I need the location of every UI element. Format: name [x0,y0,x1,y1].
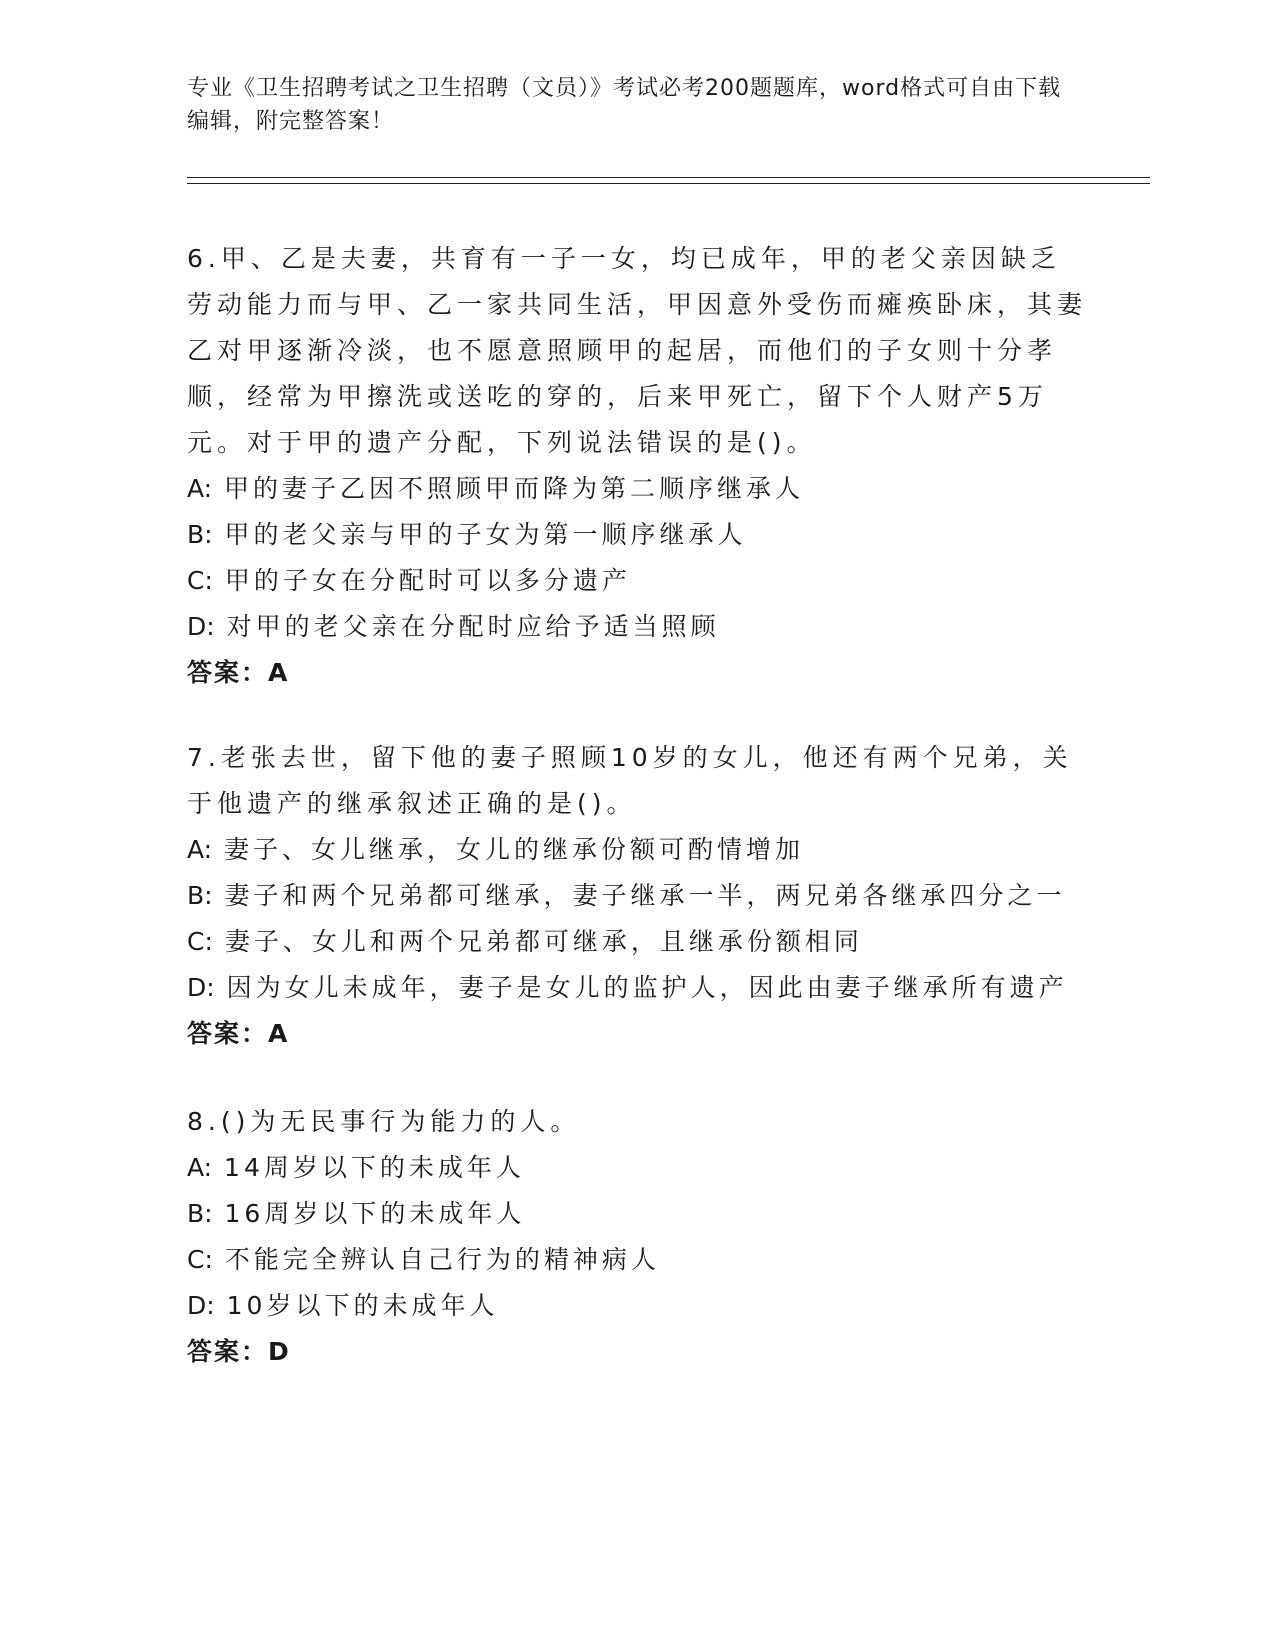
option-a [187,1145,1087,1191]
option-a [187,827,1087,873]
answer-line: 答案：D [187,1337,291,1366]
option-a [187,466,1087,512]
question-stem: 7.老张去世，留下他的妻子照顾10岁的女儿，他还有两个兄弟，关于他遗产的继承叙述正确的是()。 [187,743,1073,818]
option-text: 16周岁以下的未成年人 [224,1199,526,1228]
option-letter: D: [187,612,215,641]
question-8 [187,1099,1087,1375]
option-letter: A: [187,835,213,864]
option-c [187,1237,1087,1283]
option-text: 妻子、女儿和两个兄弟都可继承，且继承份额相同 [224,927,863,956]
option-text: 因为女儿未成年，妻子是女儿的监护人，因此由妻子继承所有遗产 [226,973,1068,1002]
option-letter: B: [187,881,213,910]
option-text: 对甲的老父亲在分配时应给予适当照顾 [226,612,720,641]
question-7 [187,735,1087,1057]
option-c [187,558,1087,604]
option-letter: A: [187,474,213,503]
option-letter: D: [187,1291,215,1320]
option-text: 甲的老父亲与甲的子女为第一顺序继承人 [224,520,747,549]
option-text: 10岁以下的未成年人 [226,1291,499,1320]
answer-line: 答案：A [187,658,290,687]
option-letter: C: [187,1245,213,1274]
option-d [187,604,1087,650]
option-text: 甲的子女在分配时可以多分遗产 [224,566,631,595]
header-rule-bottom [187,183,1150,184]
option-text: 妻子、女儿继承，女儿的继承份额可酌情增加 [224,835,805,864]
option-text: 不能完全辨认自己行为的精神病人 [224,1245,660,1274]
question-stem: 8.()为无民事行为能力的人。 [187,1107,581,1136]
option-c [187,919,1087,965]
answer-line: 答案：A [187,1019,290,1048]
header-rule-top [187,177,1150,178]
option-letter: C: [187,927,213,956]
option-letter: B: [187,1199,213,1228]
option-letter: B: [187,520,213,549]
question-6 [187,236,1087,696]
document-header: 专业《卫生招聘考试之卫生招聘（文员）》考试必考200题题库，word格式可自由下载编辑，附完整答案！ [187,76,1062,134]
option-text: 妻子和两个兄弟都可继承，妻子继承一半，两兄弟各继承四分之一 [224,881,1066,910]
option-text: 甲的妻子乙因不照顾甲而降为第二顺序继承人 [224,474,805,503]
option-b [187,873,1087,919]
option-letter: A: [187,1153,213,1182]
option-d [187,1283,1087,1329]
option-d [187,965,1087,1011]
option-text: 14周岁以下的未成年人 [224,1153,525,1182]
option-b [187,1191,1087,1237]
question-stem: 6.甲、乙是夫妻，共育有一子一女，均已成年，甲的老父亲因缺乏劳动能力而与甲、乙一家共同生活，甲因意外受伤而瘫痪卧床，其妻乙对甲逐渐冷淡，也不愿意照顾甲的起居，而他们的子女则十分孝顺，经常为甲擦洗或送吃的穿的，后来甲死亡，留下个人财产5万元。对于甲的遗产分配，下列说法错误的是()。 [187,244,1088,457]
option-letter: D: [187,973,215,1002]
option-b [187,512,1087,558]
option-letter: C: [187,566,213,595]
